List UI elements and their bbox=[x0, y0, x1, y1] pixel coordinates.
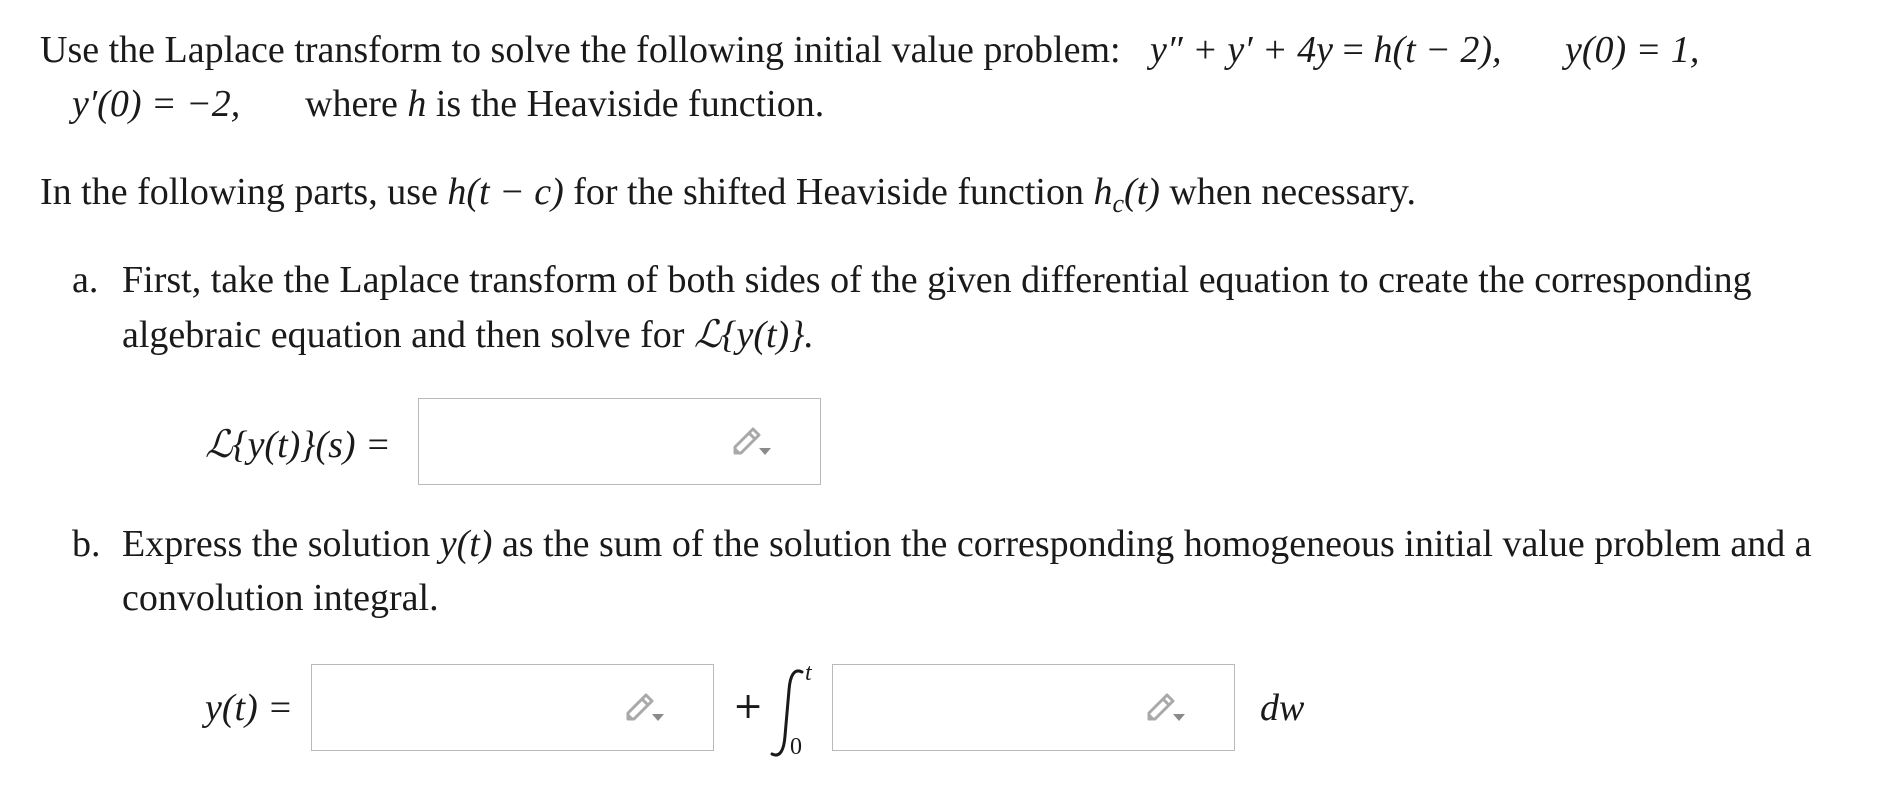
pencil-dropdown-icon[interactable] bbox=[622, 689, 670, 729]
initial-condition-2: y′(0) = −2, bbox=[72, 83, 241, 125]
homogeneous-solution-input[interactable] bbox=[311, 664, 714, 751]
note-tail: when necessary. bbox=[1169, 171, 1416, 213]
where-text: where bbox=[305, 83, 398, 125]
integral-sign-icon bbox=[768, 666, 808, 760]
differential-dw: dw bbox=[1260, 687, 1305, 729]
laplace-answer-input[interactable] bbox=[418, 398, 821, 485]
heaviside-note bbox=[305, 82, 824, 126]
plus-sign: + bbox=[733, 686, 764, 727]
note-mid: for the shifted Heaviside function bbox=[573, 171, 1084, 213]
solution-expr: y(t) bbox=[439, 523, 493, 565]
ode-lhs: y″ + y′ + 4y bbox=[1150, 29, 1334, 71]
part-a-marker: a. bbox=[72, 259, 99, 301]
pencil-dropdown-icon[interactable] bbox=[1143, 689, 1191, 729]
part-b-text-line1: Express the solution y(t) as the sum of the solution the corresponding homogeneous initial value problem and a bbox=[122, 523, 1812, 565]
integral-upper-limit: t bbox=[805, 660, 812, 686]
instructions-note bbox=[40, 170, 1416, 218]
part-a-text-line2: algebraic equation and then solve for ℒ{y(t)}. bbox=[122, 314, 814, 356]
ode-rhs: h(t − 2), bbox=[1373, 29, 1502, 71]
problem-statement bbox=[40, 28, 1121, 72]
note-shift-expr: h(t − c) bbox=[447, 171, 564, 213]
where-rest: is the Heaviside function. bbox=[435, 83, 825, 125]
laplace-expr: ℒ{y(t)}. bbox=[693, 314, 814, 356]
ode-equation bbox=[1150, 28, 1501, 72]
note-func: $h_c(t)$ bbox=[1093, 171, 1160, 218]
initial-condition-1: y(0) = 1, bbox=[1565, 29, 1700, 71]
problem-lead: Use the Laplace transform to solve the following initial value problem: bbox=[40, 29, 1121, 71]
integrand-input[interactable] bbox=[832, 664, 1235, 751]
integral-lower-limit: 0 bbox=[790, 734, 802, 760]
part-a-text-line1: First, take the Laplace transform of both sides of the given differential equation to create the corresponding bbox=[122, 259, 1752, 301]
pencil-dropdown-icon[interactable] bbox=[729, 423, 777, 463]
laplace-answer-label: ℒ{y(t)}(s) = bbox=[205, 424, 391, 466]
solution-answer-label: y(t) = bbox=[205, 687, 293, 729]
note-lead: In the following parts, use bbox=[40, 171, 438, 213]
ode-equals: = bbox=[1342, 29, 1364, 71]
where-var: h bbox=[407, 83, 427, 125]
part-b-marker: b. bbox=[72, 523, 101, 565]
part-b-text-line2: convolution integral. bbox=[122, 577, 439, 619]
